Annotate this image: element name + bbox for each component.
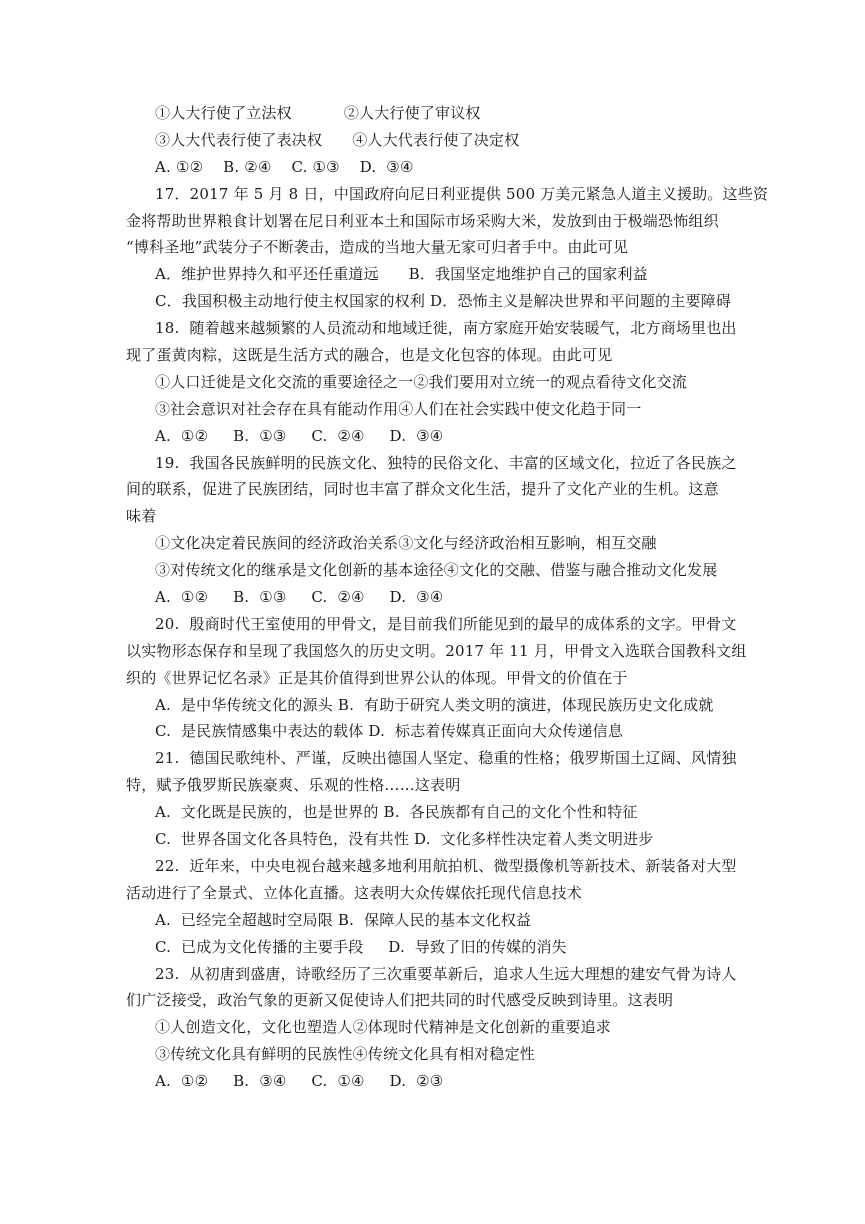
text-line: 织的《世界记忆名录》正是其价值得到世界公认的体现。甲骨文的价值在于 (126, 668, 628, 687)
text-line: 22. 近年来，中央电视台越来越多地利用航拍机、微型摄像机等新技术、新装备对大型 (155, 856, 737, 875)
text-line: C. 世界各国文化各具特色，没有共性 D. 文化多样性决定着人类文明进步 (155, 830, 654, 849)
text-line: ③对传统文化的继承是文化创新的基本途径④文化的交融、借鉴与融合推动文化发展 (155, 561, 718, 580)
text-line: 20. 殷商时代王室使用的甲骨文，是目前我们所能见到的最早的成体系的文字。甲骨文 (155, 614, 737, 633)
text-line: 以实物形态保存和呈现了我国悠久的历史文明。2017 年 11 月，甲骨文入选联合国教科文组 (126, 641, 747, 660)
text-line: 们广泛接受，政治气象的更新又促使诗人们把共同的时代感受反映到诗里。这表明 (126, 991, 674, 1010)
text-line: 17．2017 年 5 月 8 日，中国政府向尼日利亚提供 500 万美元紧急人道主义援助。这些资 (155, 184, 769, 203)
statement-option: ②人大行使了审议权 (343, 104, 481, 122)
text-line: ③社会意识对社会存在具有能动作用④人们在社会实践中使文化趋于同一 (155, 399, 642, 418)
text-line: C．我国积极主动地行使主权国家的权利 D．恐怖主义是解决世界和平问题的主要障碍 (155, 292, 732, 311)
text-line: A. ①② B. ①③ C. ②④ D. ③④ (155, 426, 444, 445)
text-line: A. 已经完全超越时空局限 B. 保障人民的基本文化权益 (155, 910, 532, 929)
text-line: C. 是民族情感集中表达的载体 D. 标志着传媒真正面向大众传递信息 (155, 722, 624, 741)
text-line: ①文化决定着民族间的经济政治关系③文化与经济政治相互影响，相互交融 (155, 534, 657, 553)
text-line: C. 已成为文化传播的主要手段 D. 导致了旧的传媒的消失 (155, 937, 567, 956)
statement-option: ③人大代表行使了表决权 (155, 130, 323, 149)
text-line (0, 100, 865, 127)
text-line: 18. 随着越来越频繁的人员流动和地域迁徙，南方家庭开始安装暖气，北方商场里也出 (155, 319, 737, 338)
text-line: ①人口迁徙是文化交流的重要途径之一②我们要用对立统一的观点看待文化交流 (155, 372, 688, 391)
text-line: ①人创造文化，文化也塑造人②体现时代精神是文化创新的重要追求 (155, 1018, 612, 1037)
text-line: A. 文化既是民族的，也是世界的 B. 各民族都有自己的文化个性和特征 (155, 803, 638, 822)
text-line: 21. 德国民歌纯朴、严谨，反映出德国人坚定、稳重的性格；俄罗斯国土辽阔、风情独 (155, 749, 737, 768)
text-line: “博科圣地”武装分子不断袭击，造成的当地大量无家可归者手中。由此可见 (126, 238, 629, 257)
text-line: 味着 (126, 507, 157, 526)
text-line: 间的联系，促进了民族团结，同时也丰富了群众文化生活，提升了文化产业的生机。这意 (126, 480, 719, 499)
text-line: 活动进行了全景式、立体化直播。这表明大众传媒依托现代信息技术 (126, 883, 583, 902)
text-line: A. 是中华传统文化的源头 B. 有助于研究人类文明的演进，体现民族历史文化成就 (155, 695, 714, 714)
text-line: A. ①② B. ②④ C. ①③ D. ③④ (155, 157, 414, 176)
text-line: 19. 我国各民族鲜明的民族文化、独特的民俗文化、丰富的区域文化，拉近了各民族之 (155, 453, 737, 472)
text-line: A．维护世界持久和平还任重道远 B．我国坚定地维护自己的国家利益 (155, 265, 648, 284)
text-line: 现了蛋黄肉粽，这既是生活方式的融合，也是文化包容的体现。由此可见 (126, 346, 613, 365)
text-line: 金将帮助世界粮食计划署在尼日利亚本土和国际市场采购大米，发放到由于极端恐怖组织 (126, 211, 719, 230)
text-line: A. ①② B. ③④ C. ①④ D. ②③ (155, 1072, 444, 1091)
statement-option: ④人大代表行使了决定权 (352, 130, 520, 149)
text-line: A. ①② B. ①③ C. ②④ D. ③④ (155, 588, 444, 607)
text-line: 23. 从初唐到盛唐，诗歌经历了三次重要革新后，追求人生远大理想的建安气骨为诗人 (155, 964, 737, 983)
text-line (0, 127, 865, 154)
text-line: 特，赋予俄罗斯民族豪爽、乐观的性格……这表明 (126, 776, 461, 795)
statement-option: ①人大行使了立法权 (155, 104, 292, 122)
document-page (0, 100, 865, 1095)
text-line: ③传统文化具有鲜明的民族性④传统文化具有相对稳定性 (155, 1045, 536, 1064)
